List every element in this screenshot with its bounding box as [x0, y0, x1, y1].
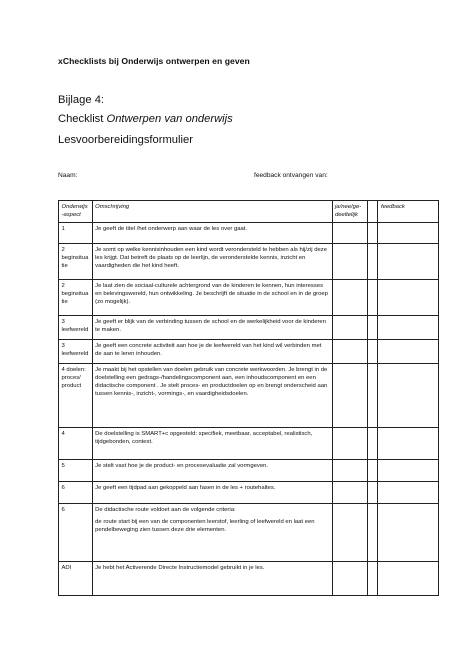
header-aspect: Onderwijs-aspect	[59, 201, 93, 223]
cell-feedback[interactable]	[378, 482, 439, 504]
cell-feedback[interactable]	[378, 428, 439, 460]
description-paragraph: Je laat zien de sociaal-culturele achtergrond van de kinderen te kennen, hun interesses en belevingswereld, hun ontwikkeling. Je beschrijft de situatie in de school en in de groep (zo mogelijk).	[95, 282, 328, 305]
cell-omschrijving	[92, 280, 332, 316]
header-omschrijving: Omschrijving	[92, 201, 332, 223]
cell-feedback[interactable]	[378, 364, 439, 428]
cell-feedback[interactable]	[378, 460, 439, 482]
form-title: Lesvoorbereidingsformulier	[58, 134, 193, 146]
header-feedback: feedback	[378, 201, 439, 223]
cell-feedback[interactable]	[378, 244, 439, 280]
table-row	[59, 244, 439, 280]
table-header-row	[59, 201, 439, 223]
description-paragraph: Je geeft een concrete activiteit aan hoe je de leefwereld van het kind wil verbinden met de aan te leren inhouden.	[95, 342, 322, 357]
cell-spacer	[368, 562, 378, 596]
cell-ja-nee[interactable]	[332, 280, 368, 316]
cell-feedback[interactable]	[378, 340, 439, 364]
cell-ja-nee[interactable]	[332, 223, 368, 244]
cell-omschrijving	[92, 562, 332, 596]
cell-omschrijving	[92, 316, 332, 340]
cell-spacer	[368, 364, 378, 428]
cell-aspect: 4	[59, 428, 93, 460]
table-row	[59, 223, 439, 244]
cell-spacer	[368, 428, 378, 460]
cell-ja-nee[interactable]	[332, 340, 368, 364]
cell-ja-nee[interactable]	[332, 244, 368, 280]
cell-omschrijving	[92, 428, 332, 460]
cell-ja-nee[interactable]	[332, 460, 368, 482]
description-paragraph: De doelstelling is SMART+c opgesteld: specifiek, meetbaar, acceptabel, realistisch, tijdgebonden, context.	[95, 430, 313, 445]
table-row	[59, 562, 439, 596]
cell-ja-nee[interactable]	[332, 504, 368, 562]
header-ja-nee: ja/nee/ge-deeltelijk	[332, 201, 368, 223]
cell-ja-nee[interactable]	[332, 482, 368, 504]
cell-aspect: 2 beginsituatie	[59, 244, 93, 280]
cell-feedback[interactable]	[378, 504, 439, 562]
table-row	[59, 504, 439, 562]
checklist-table	[58, 200, 439, 596]
name-row	[58, 172, 418, 179]
header-line: xChecklists bij Onderwijs ontwerpen en geven	[58, 56, 250, 66]
checklist-heading	[58, 113, 233, 125]
cell-omschrijving	[92, 244, 332, 280]
cell-aspect: 3 leefwereld	[59, 316, 93, 340]
cell-spacer	[368, 244, 378, 280]
cell-ja-nee[interactable]	[332, 316, 368, 340]
cell-aspect: ADI	[59, 562, 93, 596]
cell-spacer	[368, 280, 378, 316]
table-row	[59, 428, 439, 460]
cell-feedback[interactable]	[378, 223, 439, 244]
description-paragraph: Je somt op welke kennisinhouden een kind wordt verondersteld te hebben als hij/zij deze les krijgt. Dat betreft de plaats op de leerlijn, de veronderstelde kennis, inzicht en vaardigheden die het kind heeft.	[95, 246, 327, 269]
cell-omschrijving	[92, 364, 332, 428]
feedback-label: feedback ontvangen van:	[254, 172, 328, 179]
cell-aspect: 6	[59, 482, 93, 504]
description-paragraph: Je geeft een tijdpad aan gekoppeld aan fasen in de les + routehaltes.	[95, 484, 276, 491]
cell-omschrijving	[92, 504, 332, 562]
description-paragraph: Je geeft de titel /het onderwerp aan waar de les over gaat.	[95, 225, 248, 232]
cell-omschrijving	[92, 340, 332, 364]
cell-aspect: 1	[59, 223, 93, 244]
description-paragraph: Je hebt het Activerende Directe Instructiemodel gebruikt in je les.	[95, 564, 265, 571]
cell-spacer	[368, 340, 378, 364]
cell-aspect: 3 leefwereld	[59, 340, 93, 364]
cell-aspect: 4 doelen: proces/ product	[59, 364, 93, 428]
cell-feedback[interactable]	[378, 280, 439, 316]
cell-aspect: 2 beginsituatie	[59, 280, 93, 316]
table-row	[59, 460, 439, 482]
checklist-emphasis: Ontwerpen van onderwijs	[106, 113, 233, 125]
naam-label: Naam:	[58, 172, 78, 179]
cell-ja-nee[interactable]	[332, 562, 368, 596]
description-paragraph: Je maakt bij het opstellen van doelen gebruik van concrete werkwoorden. Je brengt in de doelstelling een gedrags-/handelingscomponent aan, een inhoudscomponent en een didactische component . Je stelt proces- en productdoelen op en brengt onderscheid aan tussen kennis-, inzicht-, vormings-, en vaardigheidsdoelen.	[95, 366, 328, 398]
cell-aspect: 6	[59, 504, 93, 562]
table-body	[59, 223, 439, 596]
description-paragraph: de route start bij een van de componenten leerstof, leerling of leefwereld en laat een pendelbeweging zien tussen deze drie elementen.	[95, 518, 315, 533]
description-paragraph: De didactische route voldoet aan de volgende criteria:	[95, 506, 236, 513]
cell-omschrijving	[92, 223, 332, 244]
cell-ja-nee[interactable]	[332, 364, 368, 428]
table-row	[59, 340, 439, 364]
cell-aspect: 5	[59, 460, 93, 482]
cell-ja-nee[interactable]	[332, 428, 368, 460]
table-row	[59, 316, 439, 340]
description-paragraph: Je stelt vast hoe je de product- en procesevaluatie zal vormgeven.	[95, 462, 269, 469]
checklist-prefix: Checklist	[58, 113, 104, 125]
cell-spacer	[368, 223, 378, 244]
table-row	[59, 280, 439, 316]
bijlage-heading: Bijlage 4:	[58, 94, 105, 106]
cell-spacer	[368, 504, 378, 562]
cell-spacer	[368, 482, 378, 504]
cell-feedback[interactable]	[378, 562, 439, 596]
table-row	[59, 482, 439, 504]
table-row	[59, 364, 439, 428]
cell-spacer	[368, 460, 378, 482]
cell-spacer	[368, 316, 378, 340]
cell-omschrijving	[92, 460, 332, 482]
cell-feedback[interactable]	[378, 316, 439, 340]
cell-omschrijving	[92, 482, 332, 504]
description-paragraph: Je geeft er blijk van de verbinding tussen de school en de werkelijkheid voor de kinderen te maken.	[95, 318, 326, 333]
header-spacer	[368, 201, 378, 223]
